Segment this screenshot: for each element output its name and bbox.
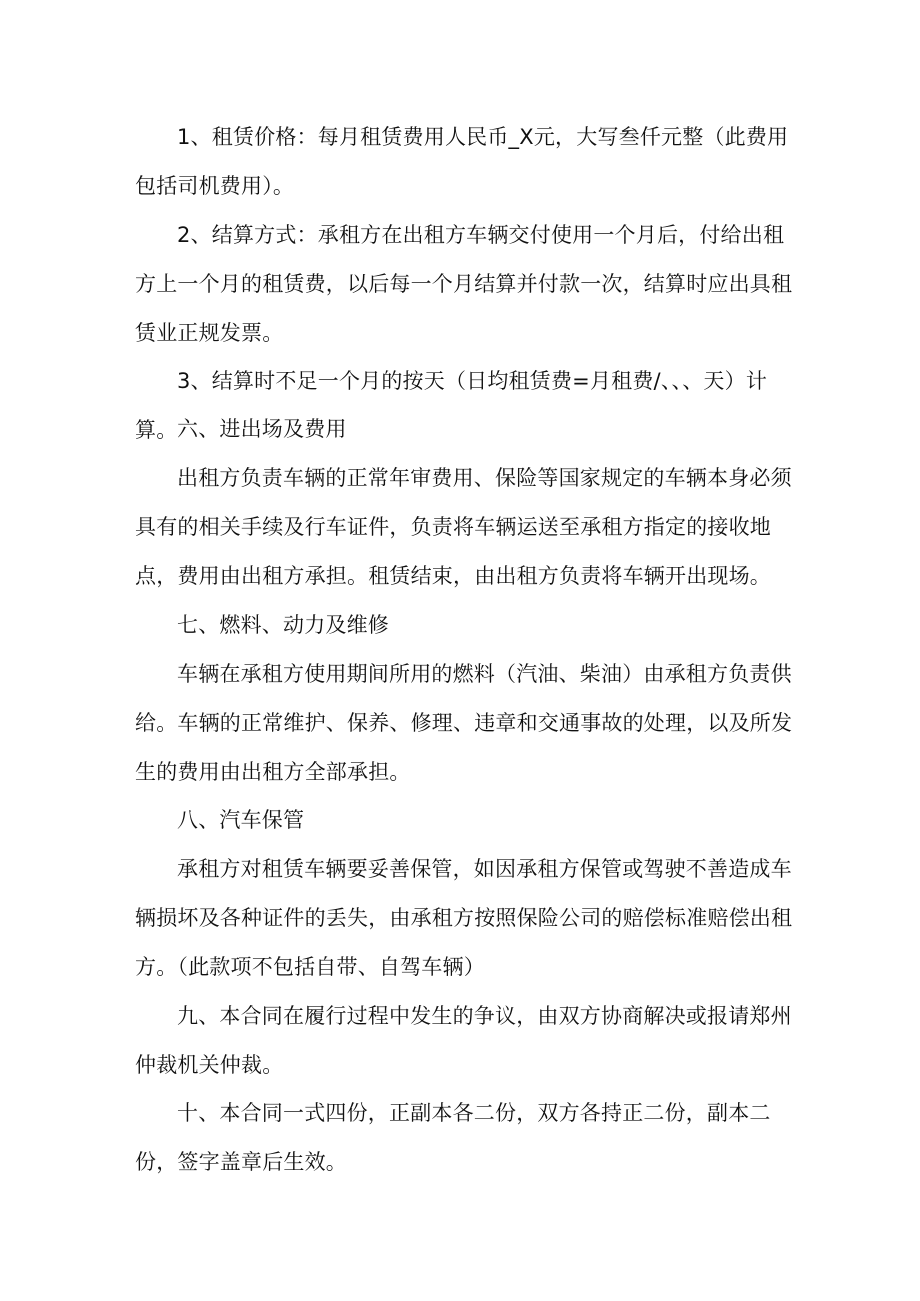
section-heading-entry-exit: 六、进出场及费用 (177, 417, 347, 441)
section-heading-vehicle-custody: 八、汽车保管 (177, 808, 305, 832)
clause-vehicle-custody: 承租方对租赁车辆要妥善保管，如因承租方保管或驾驶不善造成车辆损坏及各种证件的丢失，由承租方按照保险公司的赔偿标准赔偿出租方。（此款项不包括自带、自驾车辆） (135, 857, 793, 979)
clause-rental-price: 1、租赁价格：每月租赁费用人民币_X元，大写叁仟元整（此费用包括司机费用）。 (135, 125, 789, 198)
clause-entry-exit-costs: 出租方负责车辆的正常年审费用、保险等国家规定的车辆本身必须具有的相关手续及行车证件，负责将车辆运送至承租方指定的接收地点，费用由出租方承担。租赁结束，由出租方负责将车辆开出现场。 (135, 466, 792, 588)
clause-fuel-maintenance: 车辆在承租方使用期间所用的燃料（汽油、柴油）由承租方负责供给。车辆的正常维护、保养、修理、违章和交通事故的处理，以及所发生的费用由出租方全部承担。 (135, 662, 793, 784)
clause-partial-month: 3、结算时不足一个月的按天（日均租赁费=月租费/、、、天）计算。 (135, 369, 768, 442)
clause-settlement-method: 2、结算方式：承租方在出租方车辆交付使用一个月后，付给出租方上一个月的租赁费，以后每一个月结算并付款一次，结算时应出具租赁业正规发票。 (135, 223, 793, 345)
clause-dispute-resolution: 九、本合同在履行过程中发生的争议，由双方协商解决或报请郑州仲裁机关仲裁。 (135, 1004, 792, 1077)
clause-copies-effectiveness: 十、本合同一式四份，正副本各二份，双方各持正二份，副本二份，签字盖章后生效。 (135, 1101, 771, 1174)
section-heading-fuel-maintenance: 七、燃料、动力及维修 (177, 613, 389, 637)
